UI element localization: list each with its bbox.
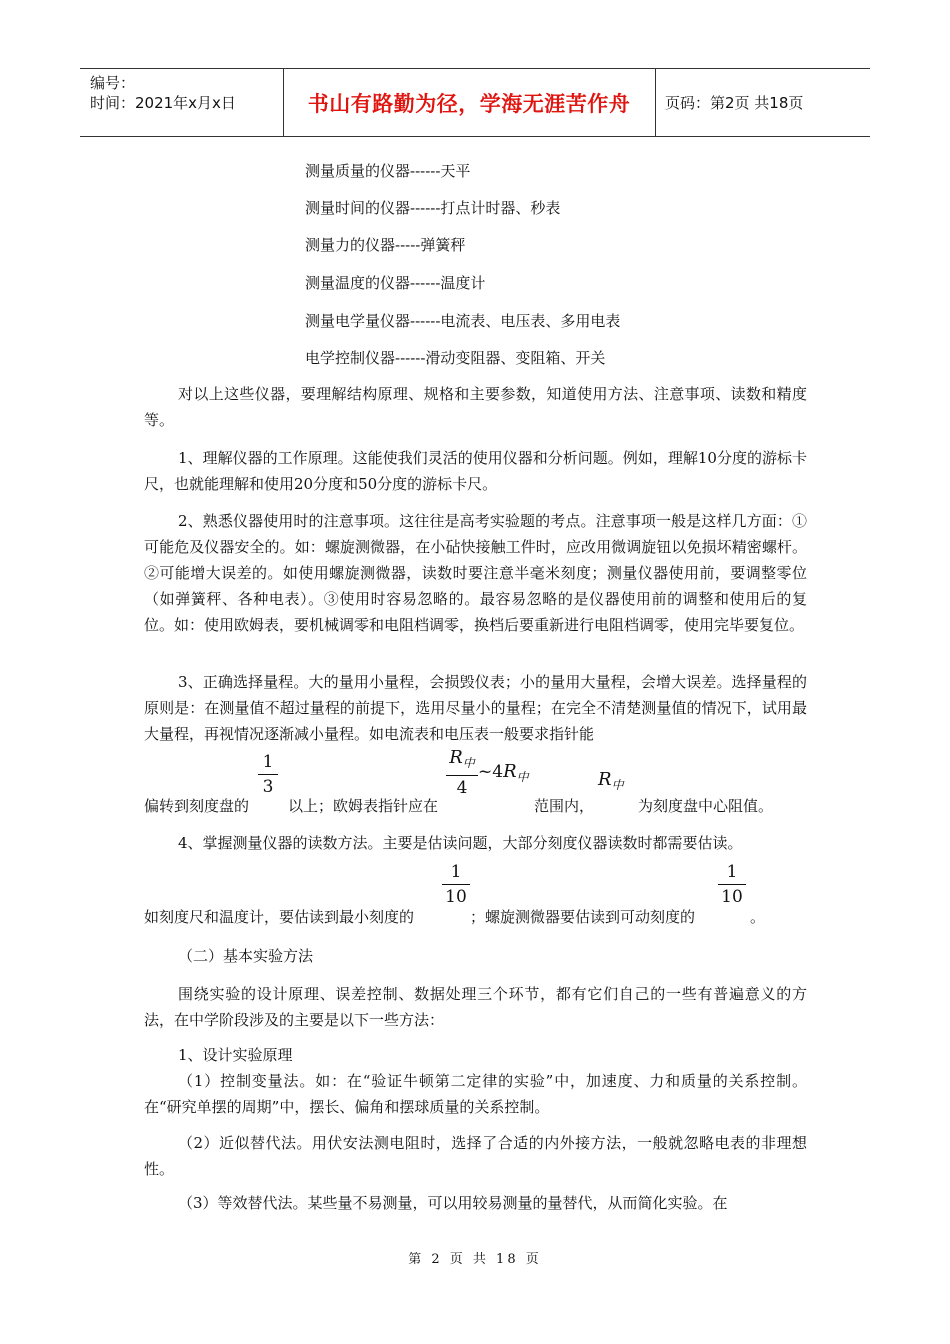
reading-text-1: 如刻度尺和温度计，要估读到最小刻度的 xyxy=(144,908,415,926)
range-text-1: 偏转到刻度盘的 xyxy=(144,797,250,815)
instrument-line: 电学控制仪器------滑动变阻器、变阻箱、开关 xyxy=(305,349,606,367)
range-text-3: 范围内， xyxy=(534,797,595,815)
fraction-denominator: 10 xyxy=(721,887,743,907)
section-heading: （二）基本实验方法 xyxy=(178,947,314,965)
fraction-one-tenth xyxy=(442,862,470,907)
header-motto: 书山有路勤为径，学海无涯苦作舟 xyxy=(307,91,631,116)
method-equivalent: （3）等效替代法。某些量不易测量，可以用较易测量的量替代，从而简化实验。在 xyxy=(178,1194,728,1212)
fraction-one-tenth xyxy=(718,862,746,907)
paragraph-precautions: 2、熟悉仪器使用时的注意事项。这往往是高考实验题的考点。注意事项一般是这样几方面：①可能危及仪器安全的。如：螺旋测微器，在小砧快接触工件时，应改用微调旋钮以免损坏精密螺杆。②可能增大误差的。如使用螺旋测微器，读数时要注意半毫米刻度；测量仪器使用前，要调整零位（如弹簧秤、各种电表）。③使用时容易忽略的。最容易忽略的是仪器使用前的调整和使用后的复位。如：使用欧姆表，要机械调零和电阻档调零，换档后要重新进行电阻档调零，使用完毕要复位。 xyxy=(144,512,807,634)
fraction-denominator: 4 xyxy=(456,778,468,798)
subsection-heading: 1、设计实验原理 xyxy=(178,1046,293,1064)
header-meta xyxy=(90,73,236,113)
fraction-numerator: 1 xyxy=(726,862,738,882)
paragraph-range: 3、正确选择量程。大的量用小量程，会损毁仪表；小的量用大量程，会增大误差。选择量程的原则是：在测量值不超过量程的前提下，选用尽量小的量程；在完全不清楚测量值的情况下，试用最大量程，再视情况逐渐减小量程。如电流表和电压表一般要求指针能 xyxy=(144,673,807,743)
header-divider xyxy=(655,69,656,136)
paragraph-methods: 围绕实验的设计原理、误差控制、数据处理三个环节，都有它们自己的一些有普遍意义的方法，在中学阶段涉及的主要是以下一些方法： xyxy=(144,985,807,1029)
method-approximation: （2）近似替代法。用伏安法测电阻时，选择了合适的内外接方法，一般就忽略电表的非理想性。 xyxy=(144,1134,807,1178)
fraction-bar xyxy=(718,884,746,885)
fraction-denominator: 3 xyxy=(262,777,274,797)
method-control-variable: （1）控制变量法。如：在“验证牛顿第二定律的实验”中，加速度、力和质量的关系控制。在“研究单摆的周期”中，摆长、偏角和摆球质量的关系控制。 xyxy=(144,1072,807,1116)
instrument-line: 测量电学量仪器------电流表、电压表、多用电表 xyxy=(305,312,621,330)
header-number-label: 编号： xyxy=(90,74,136,92)
instrument-line: 测量力的仪器-----弹簧秤 xyxy=(305,236,466,254)
instrument-line: 测量时间的仪器------打点计时器、秒表 xyxy=(305,199,561,217)
page-footer: 第 2 页 共 18 页 xyxy=(408,1252,542,1267)
fraction-denominator: 10 xyxy=(445,887,467,907)
paragraph-principle: 1、理解仪器的工作原理。这能使我们灵活的使用仪器和分析问题。例如，理解10分度的游标卡尺，也就能理解和使用20分度和50分度的游标卡尺。 xyxy=(144,449,807,493)
fraction-numerator: 1 xyxy=(262,752,274,772)
header-page-label: 页码：第2页 共18页 xyxy=(665,94,804,112)
page-header xyxy=(80,68,870,137)
fraction-bar xyxy=(446,775,478,776)
range-multiplier: $\sim 4R_中$ xyxy=(478,761,529,784)
fraction-bar xyxy=(258,774,278,775)
paragraph-intro: 对以上这些仪器，要理解结构原理、规格和主要参数，知道使用方法、注意事项、读数和精度等。 xyxy=(144,385,807,429)
header-time-label: 时间：2021年x月x日 xyxy=(90,94,236,112)
fraction-numerator: $R_中$ xyxy=(449,747,475,770)
fraction-r-over-four xyxy=(446,748,478,798)
paragraph-reading: 4、掌握测量仪器的读数方法。主要是估读问题，大部分刻度仪器读数时都需要估读。 xyxy=(178,834,743,852)
instrument-line: 测量质量的仪器------天平 xyxy=(305,162,471,180)
range-text-4: 为刻度盘中心阻值。 xyxy=(638,797,774,815)
fraction-bar xyxy=(442,884,470,885)
reading-text-3: 。 xyxy=(750,908,766,926)
reading-text-2: ；螺旋测微器要估读到可动刻度的 xyxy=(470,908,696,926)
fraction-numerator: 1 xyxy=(450,862,462,882)
r-middle-symbol: $R_中$ xyxy=(598,769,624,792)
instrument-line: 测量温度的仪器------温度计 xyxy=(305,274,486,292)
fraction-one-third xyxy=(258,752,278,797)
range-text-2: 以上；欧姆表指针应在 xyxy=(288,797,439,815)
